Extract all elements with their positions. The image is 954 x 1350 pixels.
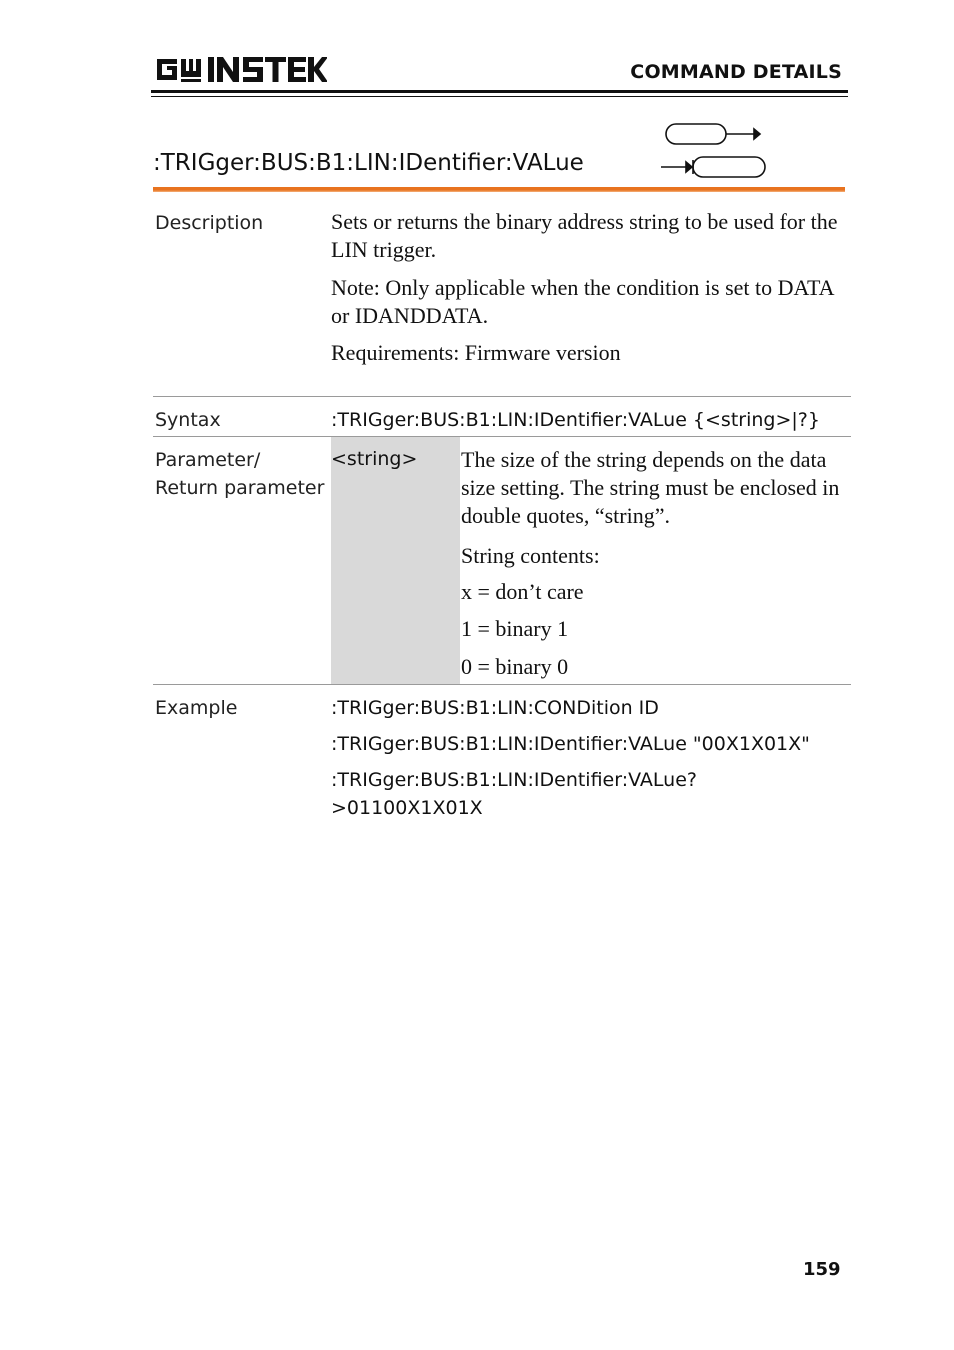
string-contents-item: 0 = binary 0: [461, 654, 569, 679]
example-label: Example: [155, 697, 238, 719]
syntax-value: :TRIGger:BUS:B1:LIN:IDentifier:VALue {<string>|?}: [331, 409, 820, 431]
example-line: >01100X1X01X: [331, 797, 483, 819]
divider: [153, 396, 851, 397]
header-rule: [151, 90, 848, 97]
example-line: :TRIGger:BUS:B1:LIN:IDentifier:VALue?: [331, 769, 697, 791]
set-icon: [666, 124, 760, 144]
string-contents-item: 1 = binary 1: [461, 616, 569, 641]
divider: [153, 684, 851, 685]
syntax-label: Syntax: [155, 409, 221, 431]
description-text-1: Sets or returns the binary address string to be used for the LIN trigger.: [331, 209, 838, 262]
set-query-icons: [659, 122, 769, 182]
parameter-name: <string>: [331, 448, 418, 470]
description-text-3: Requirements: Firmware version: [331, 340, 621, 365]
query-icon: [661, 157, 765, 177]
example-line: :TRIGger:BUS:B1:LIN:IDentifier:VALue "00X1X01X": [331, 733, 810, 755]
gw-instek-logo: [155, 53, 327, 85]
parameter-label-line1: Parameter/: [155, 449, 261, 471]
example-line: :TRIGger:BUS:B1:LIN:CONDition ID: [331, 697, 659, 719]
section-title: COMMAND DETAILS: [630, 61, 842, 83]
parameter-label-line2: Return parameter: [155, 477, 325, 499]
description-label: Description: [155, 212, 264, 234]
string-contents-label: String contents:: [461, 543, 600, 568]
page-number: 159: [803, 1259, 841, 1280]
title-underline: [153, 187, 845, 192]
command-title: :TRIGger:BUS:B1:LIN:IDentifier:VALue: [153, 150, 584, 176]
divider: [153, 436, 851, 437]
parameter-name-cell: [331, 437, 460, 684]
string-contents-item: x = don’t care: [461, 579, 584, 604]
description-text-2: Note: Only applicable when the condition is set to DATA or IDANDDATA.: [331, 275, 834, 328]
parameter-description: The size of the string depends on the data size setting. The string must be enclosed in double quotes, “string”.: [461, 447, 840, 528]
